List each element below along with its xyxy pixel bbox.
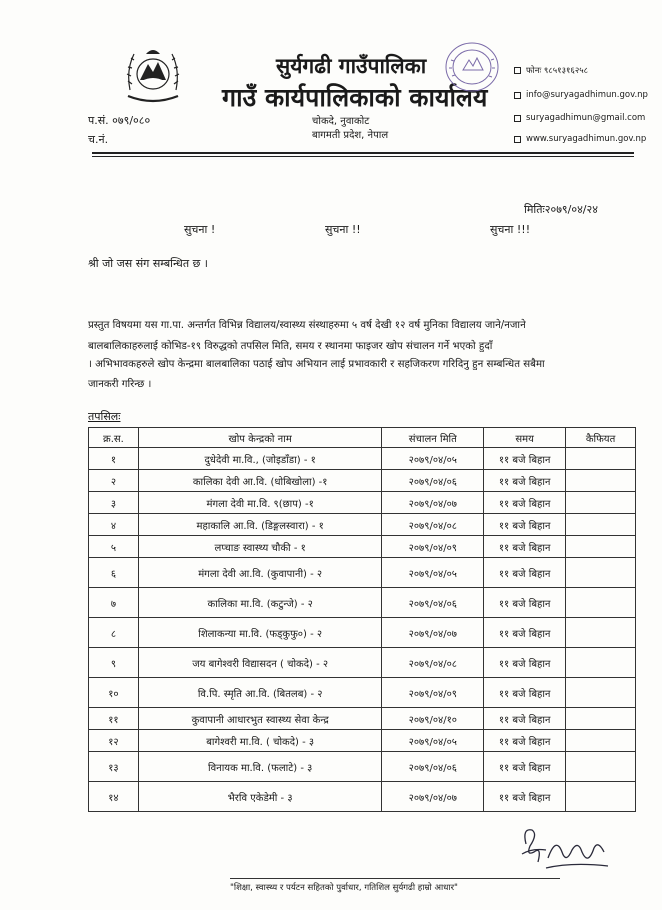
table-row bbox=[89, 514, 636, 536]
cell-time: ११ बजे बिहान bbox=[484, 708, 566, 730]
header-serial: क्र.स. bbox=[89, 428, 139, 448]
nepal-emblem-icon bbox=[122, 40, 184, 106]
cell-date: २०७९/०४/०८ bbox=[382, 514, 484, 536]
cell-date: २०७९/०४/०५ bbox=[382, 558, 484, 588]
cell-date: २०७९/०४/०६ bbox=[382, 470, 484, 492]
contact-email-official[interactable] bbox=[514, 90, 648, 100]
cell-serial: ११ bbox=[89, 708, 139, 730]
cell-center-name: वि.पि. स्मृति आ.वि. (बितलब) - २ bbox=[138, 678, 382, 708]
cell-center-name: बागेश्वरी मा.वि. ( चोकदे) - ३ bbox=[138, 730, 382, 752]
cell-remarks bbox=[566, 470, 636, 492]
cell-center-name: महाकालि आ.वि. (डिङ्गलस्वारा) - १ bbox=[138, 514, 382, 536]
table-row bbox=[89, 588, 636, 618]
cell-time: ११ बजे बिहान bbox=[484, 470, 566, 492]
phone-icon bbox=[514, 67, 521, 74]
body-line: प्रस्तुत विषयमा यस गा.पा. अन्तर्गत विभिन्न विद्यालय/स्वास्थ्य संस्थाहरुमा ५ वर्ष देखी १२ वर्ष मुनिका विद्यालय जाने/नजाने bbox=[88, 320, 526, 331]
cell-remarks bbox=[566, 536, 636, 558]
table-row bbox=[89, 470, 636, 492]
vaccination-schedule-table bbox=[88, 427, 636, 812]
cell-time: ११ बजे बिहान bbox=[484, 558, 566, 588]
contact-email-gmail[interactable] bbox=[514, 113, 645, 123]
cell-time: ११ बजे बिहान bbox=[484, 752, 566, 782]
cell-date: २०७९/०४/०६ bbox=[382, 752, 484, 782]
contact-email-gmail-text[interactable]: suryagadhimun@gmail.com bbox=[526, 113, 646, 123]
contact-website[interactable] bbox=[514, 134, 646, 144]
table-row bbox=[89, 752, 636, 782]
body-line: जानकरी गरिन्छ । bbox=[88, 379, 152, 390]
cell-remarks bbox=[566, 678, 636, 708]
cell-serial: ७ bbox=[89, 588, 139, 618]
cell-date: २०७९/०४/०५ bbox=[382, 730, 484, 752]
cell-center-name: कालिका मा.वि. (कटुन्जे) - २ bbox=[138, 588, 382, 618]
cell-serial: ६ bbox=[89, 558, 139, 588]
contact-phone bbox=[514, 65, 588, 76]
table-header-row bbox=[89, 428, 636, 448]
cell-remarks bbox=[566, 588, 636, 618]
cell-remarks bbox=[566, 752, 636, 782]
cell-serial: १३ bbox=[89, 752, 139, 782]
notice-heading-1: सुचना ! bbox=[184, 223, 216, 236]
table-row bbox=[89, 492, 636, 514]
salutation: श्री जो जस संग सम्बन्धित छ । bbox=[88, 257, 208, 270]
header-remarks: कैफियत bbox=[566, 428, 636, 448]
table-row bbox=[89, 618, 636, 648]
cell-time: ११ बजे बिहान bbox=[484, 514, 566, 536]
office-seal-icon bbox=[443, 40, 501, 94]
footer-slogan: "शिक्षा, स्वास्थ्य र पर्यटन सहितको पुर्वाधार, गतिशिल सुर्यगढी हाम्रो आधार" bbox=[230, 883, 458, 893]
web-icon bbox=[514, 136, 521, 143]
cell-date: २०७९/०४/०५ bbox=[382, 448, 484, 470]
cell-serial: १ bbox=[89, 448, 139, 470]
cell-center-name: कालिका देवी आ.वि. (धोबिखोला) -१ bbox=[138, 470, 382, 492]
municipality-name: सुर्यगढी गाउँपालिका bbox=[276, 54, 427, 78]
cell-center-name: जय बागेश्वरी विद्यासदन ( चोकदे) - २ bbox=[138, 648, 382, 678]
cell-serial: २ bbox=[89, 470, 139, 492]
table-row bbox=[89, 782, 636, 812]
cell-time: ११ बजे बिहान bbox=[484, 618, 566, 648]
cell-date: २०७९/०४/०७ bbox=[382, 492, 484, 514]
cell-center-name: मंगला देवी आ.वि. (कुवापानी) - २ bbox=[138, 558, 382, 588]
cell-remarks bbox=[566, 708, 636, 730]
cell-date: २०७९/०४/०७ bbox=[382, 782, 484, 812]
cell-center-name: दुधेदेवी मा.वि., (जोइडाँडा) - १ bbox=[138, 448, 382, 470]
body-line: बालबालिकाहरुलाई कोभिड-१९ विरुद्धको तपसिल मिति, समय र स्थानमा फाइजर खोप संचालन गर्ने भएको हुदाँ bbox=[88, 341, 493, 352]
table-row bbox=[89, 648, 636, 678]
cell-remarks bbox=[566, 782, 636, 812]
cell-serial: १२ bbox=[89, 730, 139, 752]
cell-time: ११ बजे बिहान bbox=[484, 492, 566, 514]
cell-time: ११ बजे बिहान bbox=[484, 678, 566, 708]
cell-time: ११ बजे बिहान bbox=[484, 782, 566, 812]
header-time: समय bbox=[484, 428, 566, 448]
cell-time: ११ बजे बिहान bbox=[484, 448, 566, 470]
table-row bbox=[89, 558, 636, 588]
cell-remarks bbox=[566, 514, 636, 536]
cell-serial: ८ bbox=[89, 618, 139, 648]
cell-center-name: भैरवि एकेडेमी - ३ bbox=[138, 782, 382, 812]
office-name: गाउँ कार्यपालिकाको कार्यालय bbox=[222, 83, 488, 112]
letter-date: मितिः२०७९/०४/२४ bbox=[524, 203, 598, 216]
fiscal-year-reference: प.सं. ०७९/०८० bbox=[88, 114, 151, 127]
table-row bbox=[89, 708, 636, 730]
table-row bbox=[89, 678, 636, 708]
cell-remarks bbox=[566, 492, 636, 514]
body-line: । अभिभावकहरुले खोप केन्द्रमा बालबालिका पठाई खोप अभियान लाई प्रभावकारी र सहजिकरण गरिदिनु हुन सम्बन्धित सबैमा bbox=[88, 359, 545, 370]
cell-serial: ३ bbox=[89, 492, 139, 514]
signature-image bbox=[512, 822, 612, 878]
contact-email-official-text[interactable]: info@suryagadhimun.gov.np bbox=[526, 90, 648, 100]
cell-date: २०७९/०४/१० bbox=[382, 708, 484, 730]
cell-time: ११ बजे बिहान bbox=[484, 648, 566, 678]
cell-date: २०७९/०४/०९ bbox=[382, 536, 484, 558]
notice-heading-3: सुचना !!! bbox=[490, 223, 531, 236]
table-row bbox=[89, 448, 636, 470]
cell-center-name: विनायक मा.वि. (फलाटे) - ३ bbox=[138, 752, 382, 782]
cell-serial: ४ bbox=[89, 514, 139, 536]
email-icon bbox=[514, 92, 521, 99]
cell-time: ११ बजे बिहान bbox=[484, 588, 566, 618]
cell-date: २०७९/०४/०६ bbox=[382, 588, 484, 618]
details-label: तपसिलः bbox=[88, 410, 121, 423]
cell-center-name: कुवापानी आधारभुत स्वास्थ्य सेवा केन्द्र bbox=[138, 708, 382, 730]
cell-remarks bbox=[566, 648, 636, 678]
table-row bbox=[89, 536, 636, 558]
cell-date: २०७९/०४/०९ bbox=[382, 678, 484, 708]
contact-website-text[interactable]: www.suryagadhimun.gov.np bbox=[526, 134, 647, 144]
cell-time: ११ बजे बिहान bbox=[484, 536, 566, 558]
cell-remarks bbox=[566, 730, 636, 752]
cell-remarks bbox=[566, 448, 636, 470]
email-icon bbox=[514, 115, 521, 122]
cell-center-name: मंगला देवी मा.वि. ९(छाप) -१ bbox=[138, 492, 382, 514]
cell-remarks bbox=[566, 618, 636, 648]
footer-divider bbox=[230, 878, 560, 879]
header-center-name: खोप केन्द्रको नाम bbox=[138, 428, 382, 448]
cell-center-name: शिलाकन्या मा.वि. (फड्कुफु०) - २ bbox=[138, 618, 382, 648]
notice-heading-2: सुचना !! bbox=[325, 223, 361, 236]
cell-serial: ५ bbox=[89, 536, 139, 558]
cell-date: २०७९/०४/०७ bbox=[382, 618, 484, 648]
cell-remarks bbox=[566, 558, 636, 588]
cell-serial: १४ bbox=[89, 782, 139, 812]
cell-serial: १० bbox=[89, 678, 139, 708]
header-divider-thin bbox=[92, 156, 634, 157]
address-line-2: बागमती प्रदेश, नेपाल bbox=[312, 130, 389, 141]
header-divider bbox=[92, 152, 634, 154]
address-line-1: चोकदे, नुवाकोट bbox=[312, 116, 370, 127]
table-row bbox=[89, 730, 636, 752]
cell-center-name: लप्चाङ स्वास्थ्य चौकी - १ bbox=[138, 536, 382, 558]
cell-date: २०७९/०४/०८ bbox=[382, 648, 484, 678]
cell-serial: ९ bbox=[89, 648, 139, 678]
cell-time: ११ बजे बिहान bbox=[484, 730, 566, 752]
header-date: संचालन मिति bbox=[382, 428, 484, 448]
dispatch-number: च.नं. bbox=[88, 133, 109, 146]
contact-phone-text: फोनः ९८५१३१६२५८ bbox=[526, 66, 589, 76]
